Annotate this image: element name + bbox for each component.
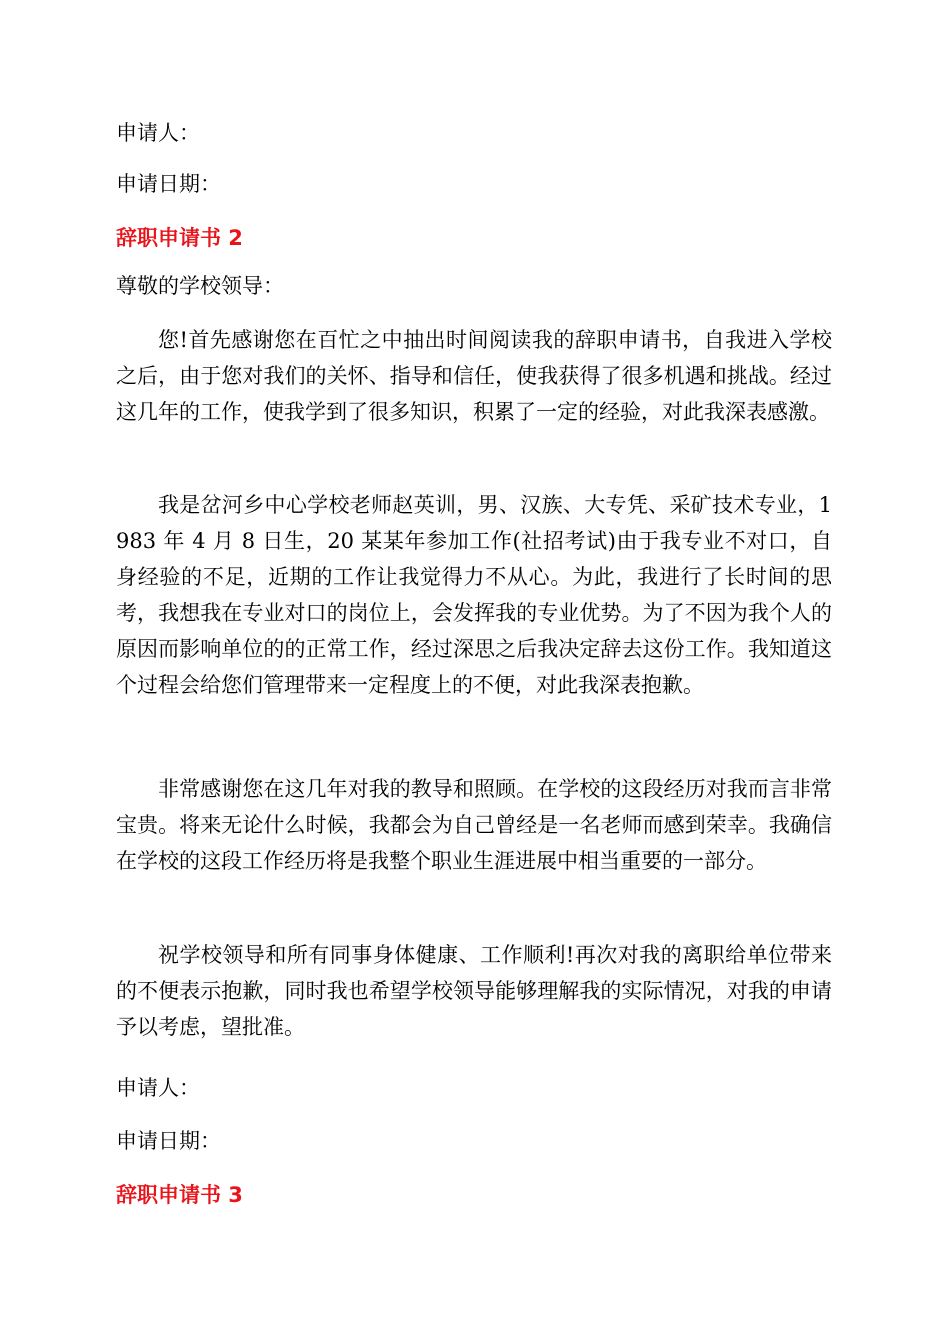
letter2-paragraph-1: 您!首先感谢您在百忙之中抽出时间阅读我的辞职申请书，自我进入学校之后，由于您对我们的关怀、指导和信任，使我获得了很多机遇和挑战。经过这几年的工作，使我学到了很多知识，积累了一定的经验，对此我深表感激。: [116, 328, 832, 424]
letter2-paragraph-2: 我是岔河乡中心学校老师赵英训，男、汉族、大专凭、采矿技术专业，1983 年 4 月 8 日生，20 某某年参加工作(社招考试)由于我专业不对口，自身经验的不足，近期的工作让我觉得力不从心。为此，我进行了长时间的思考，我想我在专业对口的岗位上，会发挥我的专业优势。为了不因为我个人的原因而影响单位的的正常工作，经过深思之后我决定辞去这份工作。我知道这个过程会给您们管理带来一定程度上的不便，对此我深表抱歉。: [116, 493, 832, 697]
letter2-title: 辞职申请书 2: [116, 226, 243, 250]
letter2-paragraph-4: 祝学校领导和所有同事身体健康、工作顺利!再次对我的离职给单位带来的不便表示抱歉，同时我也希望学校领导能够理解我的实际情况，对我的申请予以考虑，望批准。: [116, 943, 832, 1039]
letter2-applicant-label: 申请人：: [116, 1076, 200, 1100]
top-date-label: 申请日期：: [116, 172, 221, 196]
top-applicant-label: 申请人：: [116, 121, 200, 145]
letter2-salutation: 尊敬的学校领导：: [116, 274, 284, 298]
letter2-date-label: 申请日期：: [116, 1129, 221, 1153]
letter2-paragraph-3: 非常感谢您在这几年对我的教导和照顾。在学校的这段经历对我而言非常宝贵。将来无论什么时候，我都会为自己曾经是一名老师而感到荣幸。我确信在学校的这段工作经历将是我整个职业生涯进展中相当重要的一部分。: [116, 777, 832, 873]
letter3-title: 辞职申请书 3: [116, 1183, 243, 1207]
